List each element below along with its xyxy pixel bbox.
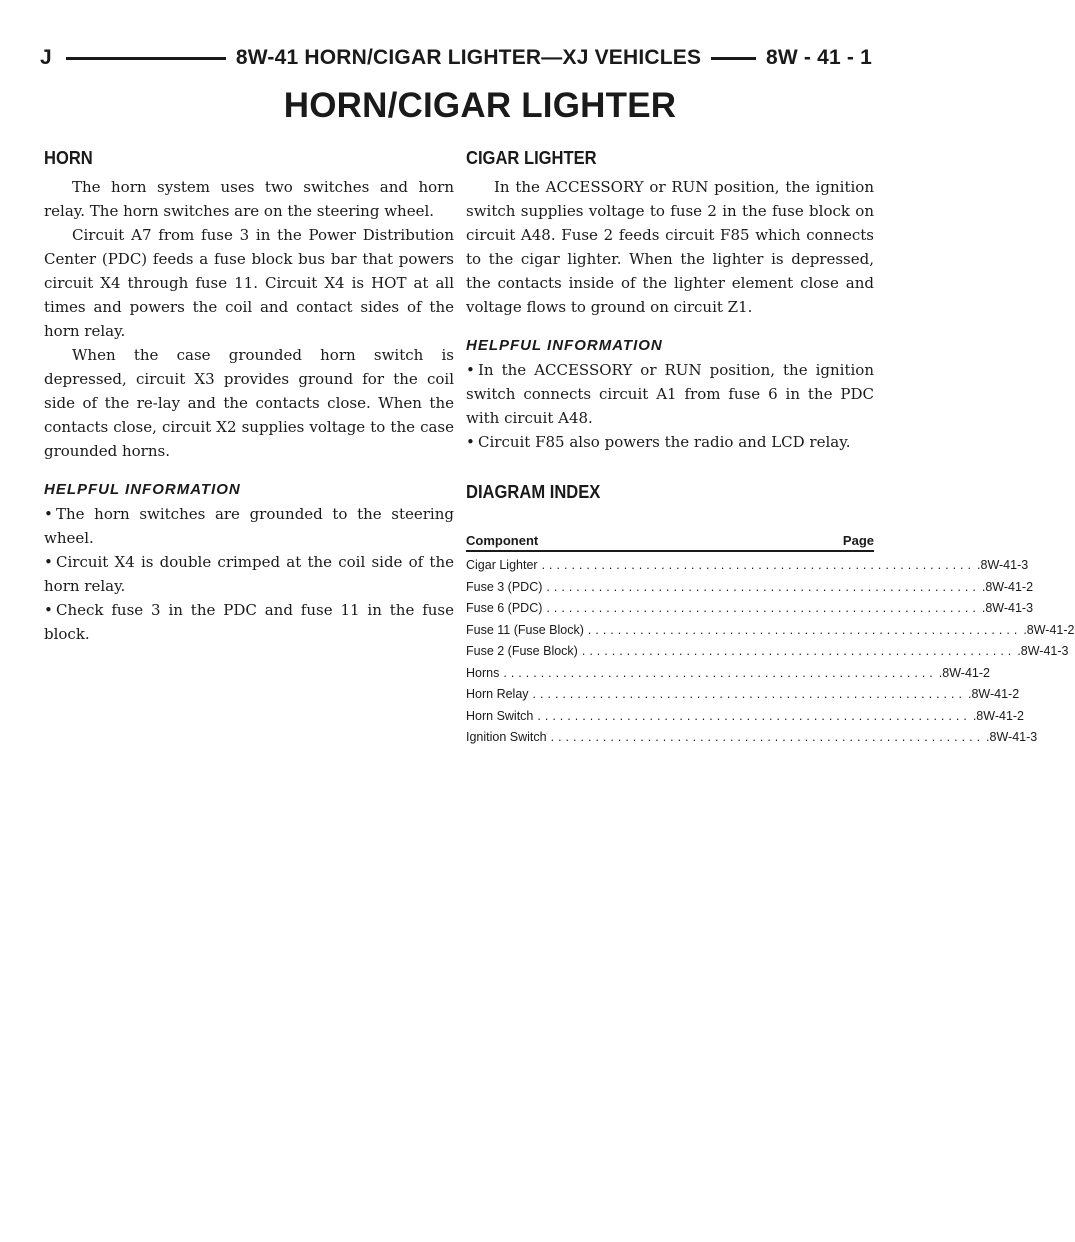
index-col-page: Page [842,533,874,548]
bullet-icon: • [44,505,53,523]
cigar-helpful-heading: HELPFUL INFORMATION [466,337,663,354]
horn-bullet: • Circuit X4 is double crimped at the coil side of the horn relay. [44,550,454,598]
bullet-icon: • [44,601,53,619]
index-row: Ignition Switch .......................................................... .8W-41-3 [466,730,1038,744]
horn-paragraph: The horn system uses two switches and horn relay. The horn switches are on the steering wheel. [44,178,454,220]
bullet-icon: • [466,433,475,451]
index-list [466,555,1075,749]
page-header [40,42,872,74]
horn-paragraph: When the case grounded horn switch is depressed, circuit X3 provides ground for the coil side of the re-lay and the contacts close. When the contacts close, circuit X2 supplies voltage to the case grounded horns. [44,346,454,460]
index-row: Cigar Lighter .......................................................... .8W-41-3 [466,558,1029,572]
index-column-headers [466,533,874,552]
horn-helpful-heading: HELPFUL INFORMATION [44,481,241,498]
cigar-paragraph: In the ACCESSORY or RUN position, the ignition switch supplies voltage to fuse 2 in the fuse block on circuit A48. Fuse 2 feeds circuit F85 which connects to the cigar lighter. When the lighter is depressed, the contacts inside of the lighter element close and voltage flows to ground on circuit Z1. [466,178,874,316]
index-row: Fuse 11 (Fuse Block) .......................................................... .8W-41-2 [466,622,1075,637]
header-rule [66,57,226,60]
index-row: Horns .......................................................... .8W-41-2 [466,665,990,680]
cigar-bullet: • In the ACCESSORY or RUN position, the ignition switch connects circuit A1 from fuse 6 in the PDC with circuit A48. [466,358,874,430]
right-column [466,148,1075,749]
index-row: Horn Switch .......................................................... .8W-41-2 [466,708,1025,723]
header-page-number: 8W - 41 - 1 [765,46,872,69]
index-col-component: Component [466,533,539,548]
index-row: Horn Relay .......................................................... .8W-41-2 [466,687,1020,701]
index-row: Fuse 3 (PDC) .......................................................... .8W-41-2 [466,579,1034,594]
page-title: HORN/CIGAR LIGHTER [283,86,677,125]
cigar-heading: CIGAR LIGHTER [466,148,597,168]
index-row: Fuse 2 (Fuse Block) .......................................................... .8W-41-3 [466,644,1069,658]
horn-bullet: • The horn switches are grounded to the steering wheel. [44,502,454,550]
left-column [44,148,454,646]
cigar-bullet: • Circuit F85 also powers the radio and LCD relay. [466,430,874,454]
horn-bullet: • Check fuse 3 in the PDC and fuse 11 in the fuse block. [44,598,454,646]
diagram-index-heading: DIAGRAM INDEX [466,482,601,502]
bullet-icon: • [466,361,475,379]
header-chapter-title: 8W-41 HORN/CIGAR LIGHTER—XJ VEHICLES [235,46,702,69]
header-section-letter: J [40,46,52,69]
bullet-icon: • [44,553,53,571]
horn-paragraph: Circuit A7 from fuse 3 in the Power Distribution Center (PDC) feeds a fuse block bus bar that powers circuit X4 through fuse 11. Circuit X4 is HOT at all times and powers the coil and contact sides of the horn relay. [44,226,454,340]
index-row: Fuse 6 (PDC) .......................................................... .8W-41-3 [466,601,1034,615]
header-rule [711,57,756,60]
horn-heading: HORN [44,148,93,168]
